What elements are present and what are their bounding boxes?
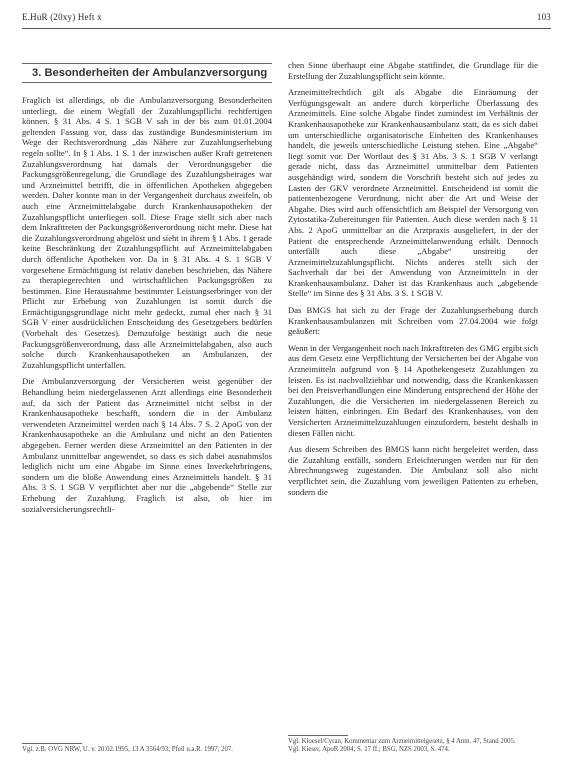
footnote-rule <box>22 743 82 744</box>
footnote: Vgl. Kloesel/Cyran, Kommentar zum Arzneimittelgesetz, § 4 Anm. 47, Stand 2005. <box>288 738 516 745</box>
footnote-list <box>288 738 550 754</box>
paragraph: Fraglich ist allerdings, ob die Ambulanzversorgung Besonderheiten unterliegt, die einem Wegfall der Zuzahlungspflicht rechtfertigen können. § 31 Abs. 4 S. 1 SGB V sah in der bis zum 01.01.2004 geltenden Fassung vor, dass das zuständige Bundesministerium im Wege der Rechtsverordnung „das Nähere zur Zuzahlungserhebung regeln sollte“. In § 1 Abs. 1 S. 1 der inzwischen außer Kraft getretenen Zuzahlungsverordnung hat damals der Verordnungsgeber die Packungsgrößenregelung, die Grundlage des Zuzahlungsbetrages war und Arzneimittel betrifft, die in öffentlichen Apotheken abgegeben werden. Daher konnte man in der Vergangenheit durchaus zweifeln, ob auch eine Arzneimittelabgabe durch Krankenhausapotheken der Zuzahlungspflicht unterliegen soll. Diese Frage stellt sich aber nach dem Inkrafttreten der Packungsgrößenverordnung nicht mehr. Diese hat die Zuzahlungsverordnung abgelöst und sieht in ihrem § 1 Abs. 1 gerade keine Beschränkung der Zuzahlungspflicht auf Arzneimittelabgaben durch öffentliche Apotheken vor. Da in § 31 Abs. 4 S. 1 SGB V vorgesehene Ermächtigung ist relativ daneben beschrieben, das Nähere zu therapiegerechten und wirtschaftlichen Packungsgrößen zu bestimmen. Eine Herausnahme bestimmter Leistungserbringer von der Pflicht zur Erhebung von Zuzahlungen ist somit durch die Ermächtigungsgrundlage nicht mehr gedeckt, zumal eher nach § 31 SGB V einer ausdrücklichen Entscheidung des Gesetzgebers bedürfen (Vorbehalt des Gesetzes). Demzufolge bestätigt auch die neue Packungsgrößenverordnung, dass alle Arzneimittelabgaben, also auch solche durch Krankenhausapotheken an Ambulanzen, der Zuzahlungspflicht unterfallen. <box>22 95 272 370</box>
paragraph: Arzneimittelrechtlich gilt als Abgabe die Einräumung der Verfügungsgewalt an andere durch körperliche Überlassung des Arzneimittels. Eine solche Abgabe findet zumindest im Verhältnis der Krankenhausapotheke zur Krankenhausambulanz statt, da es sich dabei um unterschiedliche organisatorische Einheiten des Krankenhauses handelt, die jeweils unterschiedliche Leistung stehen. Eine „Abgabe“ liegt somit vor. Der Wortlaut des § 31 Abs. 3 S. 1 SGB V verlangt gerade nicht, dass das Arzneimittel unmittelbar dem Patienten ausgehändigt wird, sondern die Vorschrift besteht sich auf jedes zu Lasten der GKV verordnete Arzneimittel. Entscheidend ist somit die patientenbezogene Verordnung, nicht aber die Art und Weise der Abgabe. Dies wird auch offensichtlich am Beispiel der Versorgung von Zytostatika-Zubereitungen für Patienten. Auch diese werden nach § 11 Abs. 2 ApoG unmittelbar an die Arztpraxis ausgeliefert, in der der Patient die entsprechende Arzneimittelanwendung erhält. Dennoch unterfällt auch diese „Abgabe“ unstreitig der Arzneimittelzuzahlungspflicht. Nichts anderes stellt sich der Sachverhalt dar bei der Anwendung von Arzneimitteln in der Krankenhausambulanz. Daher ist das Krankenhaus auch „abgebende Stelle“ im Sinne des § 31 Abs. 3 S. 1 SGB V. <box>288 87 538 299</box>
footnote-rule <box>288 735 348 736</box>
paragraph: chen Sinne überhaupt eine Abgabe stattfindet, die Grundlage für die Erstellung der Zuzahlungspflicht sein könnte. <box>288 60 538 81</box>
header-rule <box>22 28 551 29</box>
left-column <box>22 95 272 520</box>
page-number: 103 <box>536 12 551 22</box>
paragraph: Wenn in der Vergangenheit noch nach Inkrafttreten des GMG ergibt sich aus dem Gesetz eine Verpflichtung der Versicherten bei der Abgabe von Arzneimitteln aufgrund von § 14 Apothekengesetz Zuzahlungen zu leisten. Es ist nachvollziehbar und notwendig, dass die Krankenkassen bei den Preisverhandlungen eine Minderung entsprechend der Höhe der Zuzahlungen, die die Versicherten im niedergelassenen Bereich zu leisten hätten, einbringen. Ein Bedarf des Krankenhauses, von den Versicherten Arzneimittelzuzahlungen einzufordern, besteht deshalb in diesen Fällen nicht. <box>288 342 538 438</box>
paragraph: Die Ambulanzversorgung der Versicherten weist gegenüber der Behandlung beim niedergelassenen Arzt allerdings eine Besonderheit auf, da sich der Patient das Arzneimittel nicht selbst in der Krankenhausapotheke beschafft, sondern die in der Ambulanz verwendeten Arzneimittel werden nach § 14 Abs. 7 S. 2 ApoG von der Krankenhausapotheke an die Ambulanz und nicht an den Patienten abgegeben. Ferner werden diese Arzneimittel an den Patienten in der Ambulanz unmittelbar angewendet, so dass es sich dabei ausnahmslos lediglich nicht um eine Abgabe im Sinne eines Inverkehrbringens, sondern um die bloße Anwendung eines Arzneimittels handelt. § 31 Abs. 3 S. 1 SGB V verpflichtet aber nur die „abgebende“ Stelle zur Erhebung der Zuzahlung. Fraglich ist also, ob hier im sozialversicherungsrechtli- <box>22 376 272 514</box>
paragraph: Aus diesem Schreiben des BMGS kann nicht hergeleitet werden, dass die Zuzahlung entfällt, sondern Erleichterungen werden nur für den Abrechnungsweg zugestanden. Die Ambulanz soll also nicht verpflichtet sein, die Zuzahlung vom jeweiligen Patienten zu erheben, sondern die <box>288 444 538 497</box>
footnote: Vgl. z.B. OVG NRW, U. v. 20.02.1995, 13 A 3564/93; Pfeil u.a.R. 1997, 207. <box>22 746 233 753</box>
footnote: Vgl. Kieser, ApoR 2004, S. 17 ff.; BSG, NZS 2003, S. 474. <box>288 746 450 753</box>
right-column <box>288 60 538 503</box>
section-heading-box <box>22 63 272 83</box>
running-header <box>22 12 551 24</box>
paragraph: Das BMGS hat sich zu der Frage der Zuzahlungserhebung durch Krankenhausambulanzen mit Schreiben vom 27.04.2004 wie folgt geäußert: <box>288 305 538 337</box>
section-heading: 3. Besonderheiten der Ambulanzversorgung <box>32 67 268 79</box>
journal-reference: E.HuR (20xy) Heft x <box>22 12 102 22</box>
